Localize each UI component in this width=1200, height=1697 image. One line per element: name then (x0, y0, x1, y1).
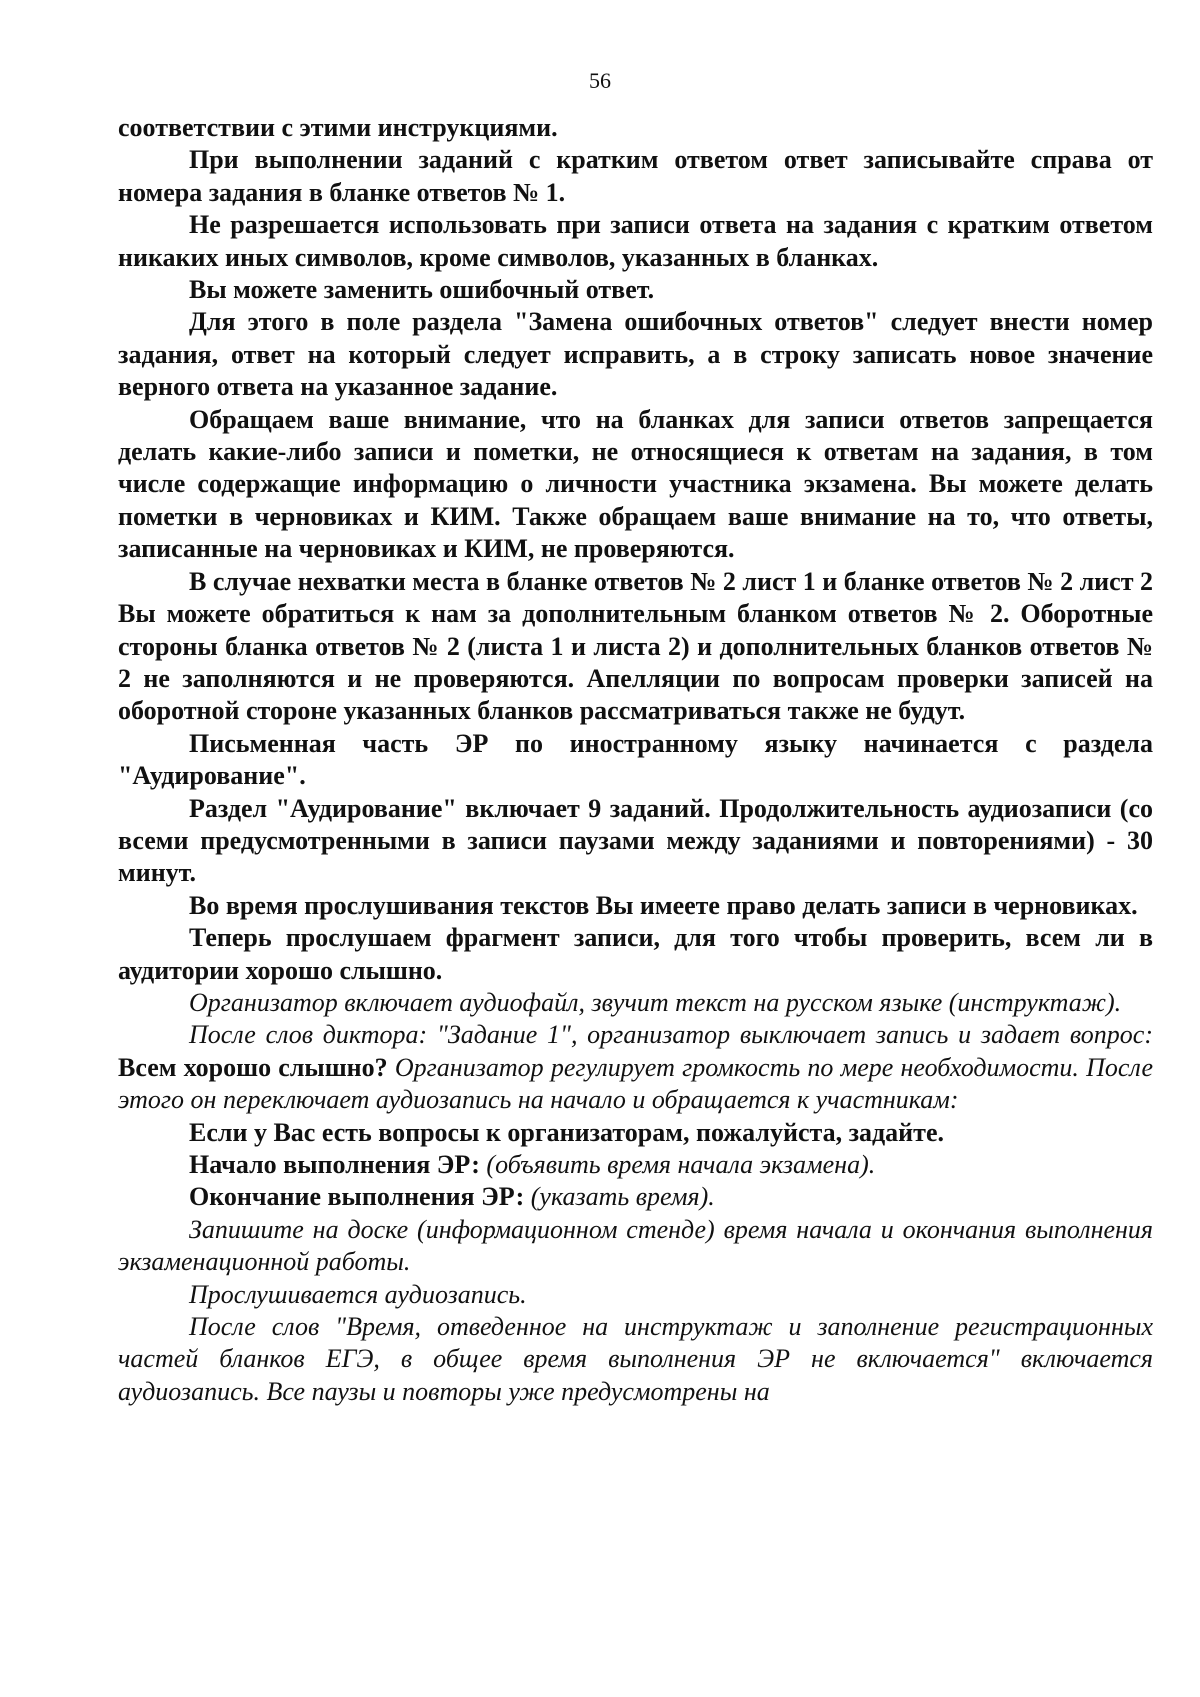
question-hear-well: Всем хорошо слышно? (118, 1052, 388, 1082)
paragraph-audio-playing: Прослушивается аудиозапись. (189, 1279, 527, 1309)
document-body (118, 112, 1153, 1408)
paragraph-replace-answer: Вы можете заменить ошибочный ответ. (189, 275, 655, 305)
paragraph-instructions-continuation: соответствии с этими инструкциями. (118, 113, 558, 142)
paragraph-end-time (118, 1181, 1153, 1213)
end-time-label: Окончание выполнения ЭР: (189, 1182, 525, 1212)
paragraph-start-time (118, 1149, 1153, 1181)
paragraph-sound-check: Теперь прослушаем фрагмент записи, для того чтобы проверить, всем ли в аудитории хорошо слышно. (118, 923, 1153, 985)
paragraph-after-words (118, 1019, 1153, 1116)
paragraph-listening-section: Раздел "Аудирование" включает 9 заданий. Продолжительность аудиозаписи (со всеми предусмотренными в записи паузами между заданиями и повторениями) - 30 минут. (118, 793, 1153, 888)
paragraph-after-instruction: После слов "Время, отведенное на инструктаж и заполнение регистрационных частей бланков ЕГЭ, в общее время выполнения ЭР не включается" включается аудиозапись. Все паузы и повторы уже предусмотрены на (118, 1312, 1153, 1406)
paragraph-symbols-restriction: Не разрешается использовать при записи ответа на задания с кратким ответом никаких иных символов, кроме символов, указанных в бланках. (118, 210, 1153, 272)
paragraph-attention-notes: Обращаем ваше внимание, что на бланках для записи ответов запрещается делать какие-либо записи и пометки, не относящиеся к ответам на задания, в том числе содержащие информацию о личности участника экзамена. Вы можете делать пометки в черновиках и КИМ. Также обращаем ваше внимание на то, что ответы, записанные на черновиках и КИМ, не проверяются. (118, 404, 1153, 564)
page-number: 56 (589, 68, 611, 93)
end-time-note: (указать время). (524, 1182, 715, 1212)
paragraph-organizer-audio: Организатор включает аудиофайл, звучит текст на русском языке (инструктаж). (189, 987, 1122, 1017)
paragraph-listening-notes: Во время прослушивания текстов Вы имеете право делать записи в черновиках. (189, 890, 1138, 920)
start-time-note: (объявить время начала экзамена). (479, 1150, 876, 1179)
paragraph-replacement-field: Для этого в поле раздела "Замена ошибочных ответов" следует внести номер задания, ответ на который следует исправить, а в строку записать новое значение верного ответа на указанное задание. (118, 307, 1153, 402)
volume-adjust-italic: Организатор регулирует громкость по мере необходимости. После этого он переключает аудиозапись на начало и обращается к участникам: (118, 1052, 1153, 1115)
after-words-italic: После слов диктора: "Задание 1", организатор выключает запись и задает вопрос: (189, 1020, 1153, 1050)
paragraph-write-on-board: Запишите на доске (информационном стенде) время начала и окончания выполнения экзаменационной работы. (118, 1214, 1153, 1277)
start-time-label: Начало выполнения ЭР: (189, 1150, 480, 1179)
paragraph-additional-form: В случае нехватки места в бланке ответов № 2 лист 1 и бланке ответов № 2 лист 2 Вы можете обратиться к нам за дополнительным бланком ответов № 2. Оборотные стороны бланка ответов № 2 (листа 1 и листа 2) и дополнительных бланков ответов № 2 не заполняются и не проверяются. Апелляции по вопросам проверки записей на оборотной стороне указанных бланков рассматриваться также не будут. (118, 566, 1153, 726)
paragraph-questions: Если у Вас есть вопросы к организаторам, пожалуйста, задайте. (189, 1117, 944, 1147)
paragraph-short-answer: При выполнении заданий с кратким ответом ответ записывайте справа от номера задания в бланке ответов № 1. (118, 145, 1153, 207)
paragraph-written-part-start: Письменная часть ЭР по иностранному языку начинается с раздела "Аудирование". (118, 728, 1153, 791)
